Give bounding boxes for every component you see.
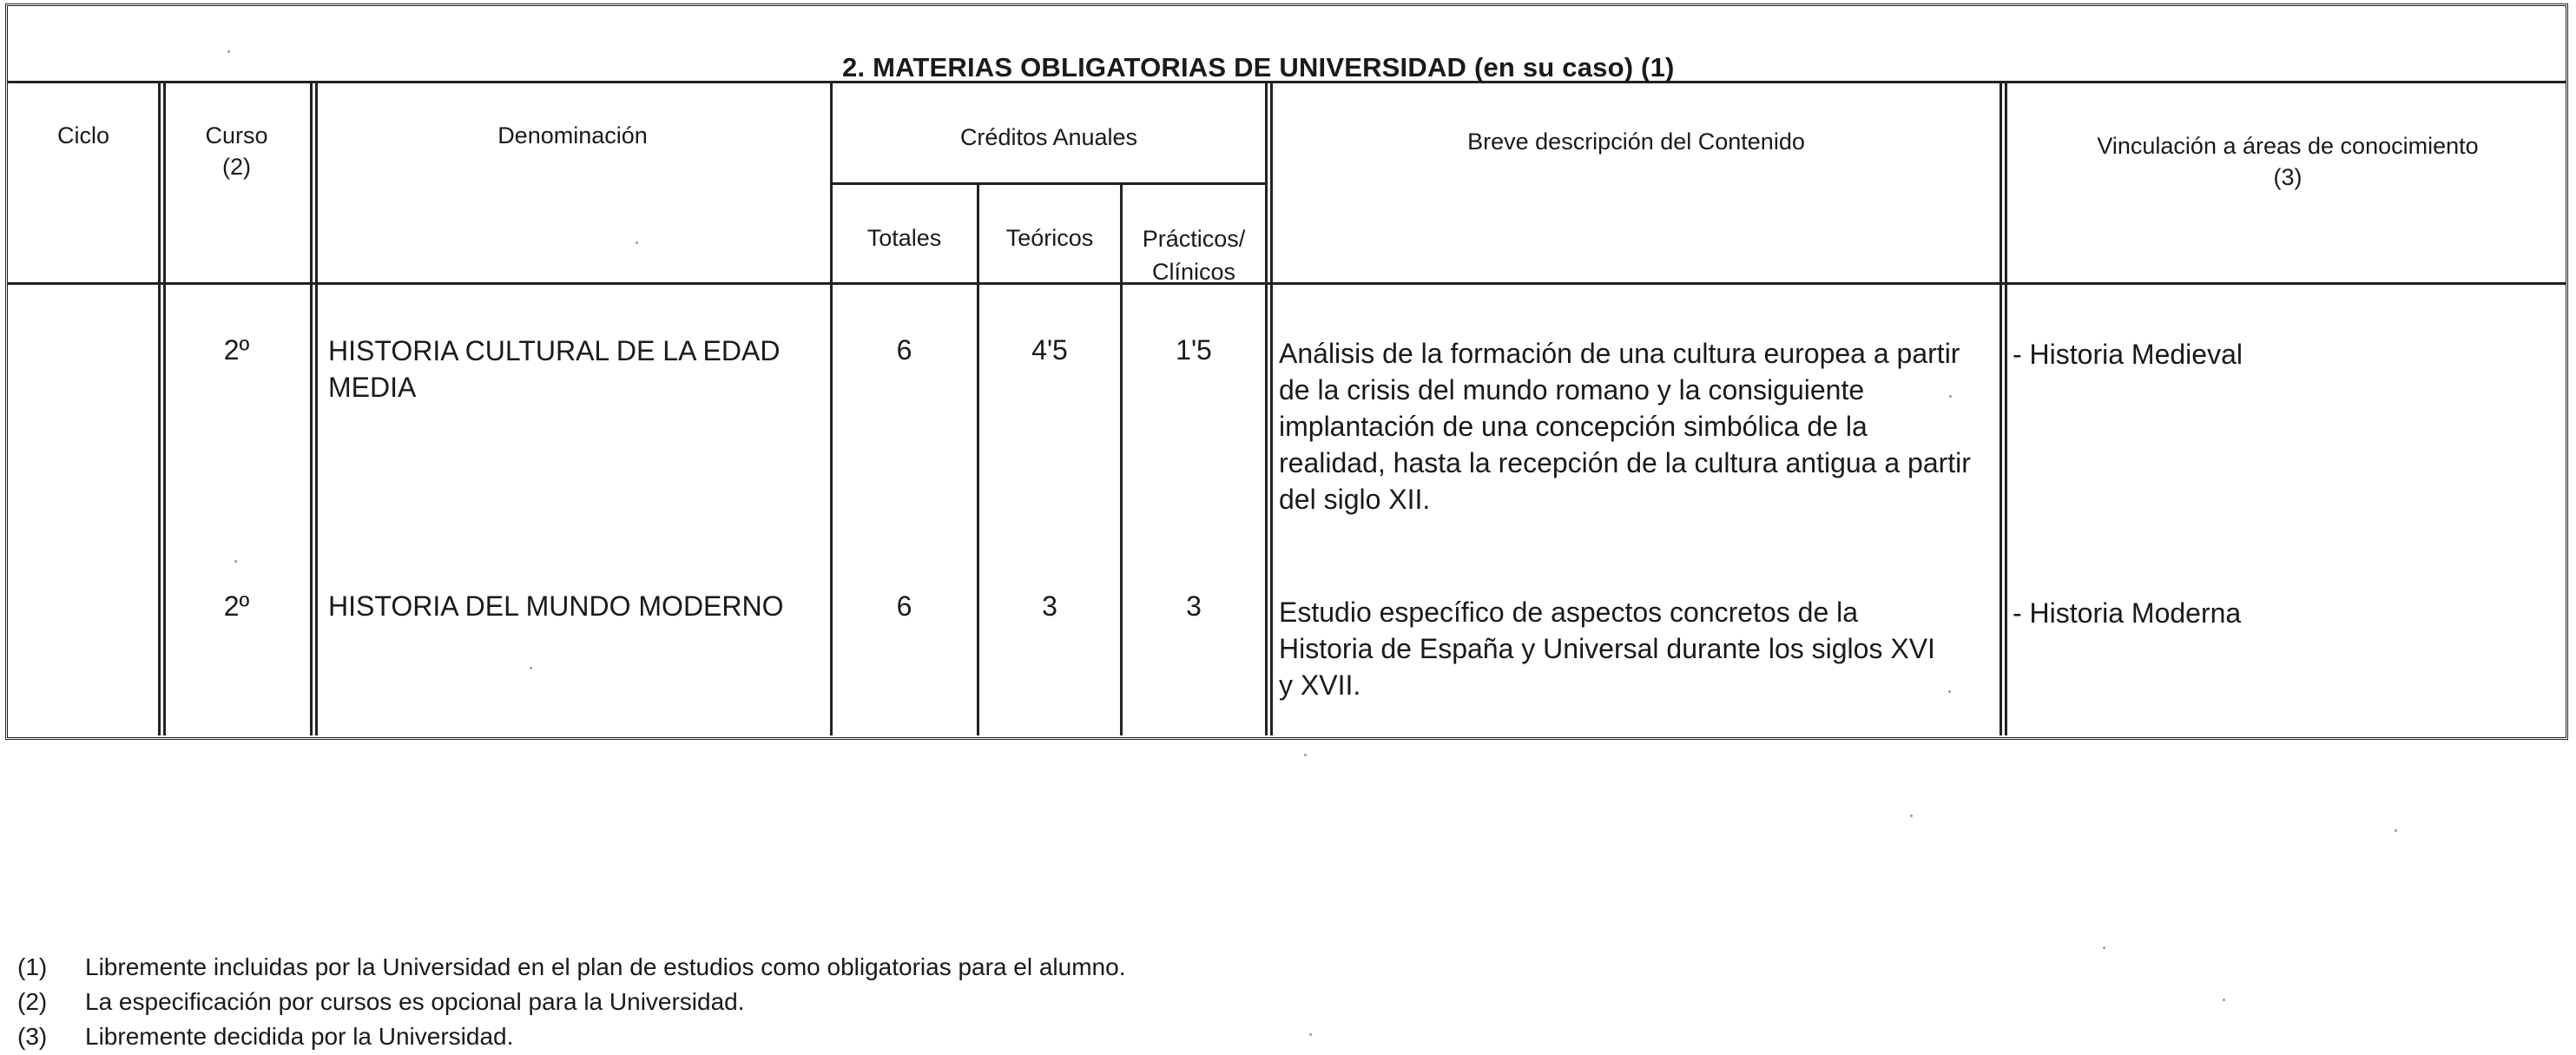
scan-speck [2395,829,2397,832]
col-divider-6 [1265,82,1268,735]
row1-denominacion: HISTORIA CULTURAL DE LA EDAD MEDIA [328,335,781,403]
header-vinculacion-label: Vinculación a áreas de conocimiento [2097,133,2479,159]
scan-speck [1949,395,1952,398]
row2-totales: 6 [896,590,912,622]
scan-speck [2223,999,2225,1001]
col-divider-1 [158,82,161,735]
row2-descripcion: Estudio específico de aspectos concretos de la Historia de España y Universal durante los siglos XVI y XVII. [1279,597,1935,701]
row1-practicos: 1'5 [1176,334,1212,366]
col-divider-6b [1270,82,1273,735]
row1-curso: 2º [223,334,250,366]
header-totales: Totales [866,225,942,251]
header-descripcion: Breve descripción del Contenido [1467,129,1805,155]
row2-curso: 2º [223,590,250,622]
row2-teoricos: 3 [1042,590,1057,622]
footnote-3 [17,1023,513,1051]
col-divider-3 [830,82,833,735]
table-title: 2. MATERIAS OBLIGATORIAS DE UNIVERSIDAD (en su caso) (1) [842,52,1675,82]
row1-totales: 6 [896,334,912,366]
col-divider-2 [310,82,313,735]
col-divider-7 [2000,82,2002,735]
header-vinculacion-note: (3) [2273,164,2303,190]
scan-speck [1948,690,1951,693]
header-curso-note: (2) [222,154,251,180]
scan-speck [227,50,230,53]
header-curso-label: Curso [205,122,268,148]
row2-denominacion: HISTORIA DEL MUNDO MODERNO [328,590,784,622]
header-curso [163,120,310,182]
scan-speck [1304,754,1307,756]
row1-teoricos: 4'5 [1031,334,1068,366]
header-practicos-line2: Clínicos [1151,259,1236,285]
footnote-2-text: La especificación por cursos es opcional para la Universidad. [85,988,745,1015]
scan-speck [636,241,638,244]
footnote-2 [17,988,745,1016]
scan-speck [2103,946,2105,949]
footnote-2-mark: (2) [17,988,48,1015]
header-creditos: Créditos Anuales [959,124,1138,150]
creditos-divider [832,182,1266,185]
header-practicos-line1: Prácticos/ [1142,226,1246,252]
footnote-1 [17,953,1125,981]
scan-speck [234,560,237,563]
col-divider-2b [315,82,318,735]
row2-vinculacion: - Historia Moderna [2013,597,2242,629]
header-ciclo: Ciclo [56,122,109,148]
row2-practicos: 3 [1186,590,1202,622]
header-divider [7,282,2566,285]
footnote-3-text: Libremente decidida por la Universidad. [85,1023,514,1050]
footnote-3-mark: (3) [17,1023,48,1050]
scan-speck [1910,814,1913,817]
footnote-1-mark: (1) [17,953,48,980]
header-teoricos: Teóricos [1005,225,1094,251]
footnote-1-text: Libremente incluidas por la Universidad en el plan de estudios como obligatorias para el alumno. [85,953,1126,980]
col-divider-4 [977,184,979,735]
scan-speck [530,667,532,669]
header-vinculacion [2007,130,2568,193]
header-practicos [1123,222,1265,288]
row1-descripcion: Análisis de la formación de una cultura europea a partir de la crisis del mundo romano y la consiguiente implantación de una concepción simbólica de la realidad, hasta la recepción de la cultura antigua a partir del siglo XII. [1279,338,1971,515]
scan-speck [1309,1033,1312,1036]
header-denominacion: Denominación [497,122,648,148]
row1-vinculacion: - Historia Medieval [2013,339,2243,370]
